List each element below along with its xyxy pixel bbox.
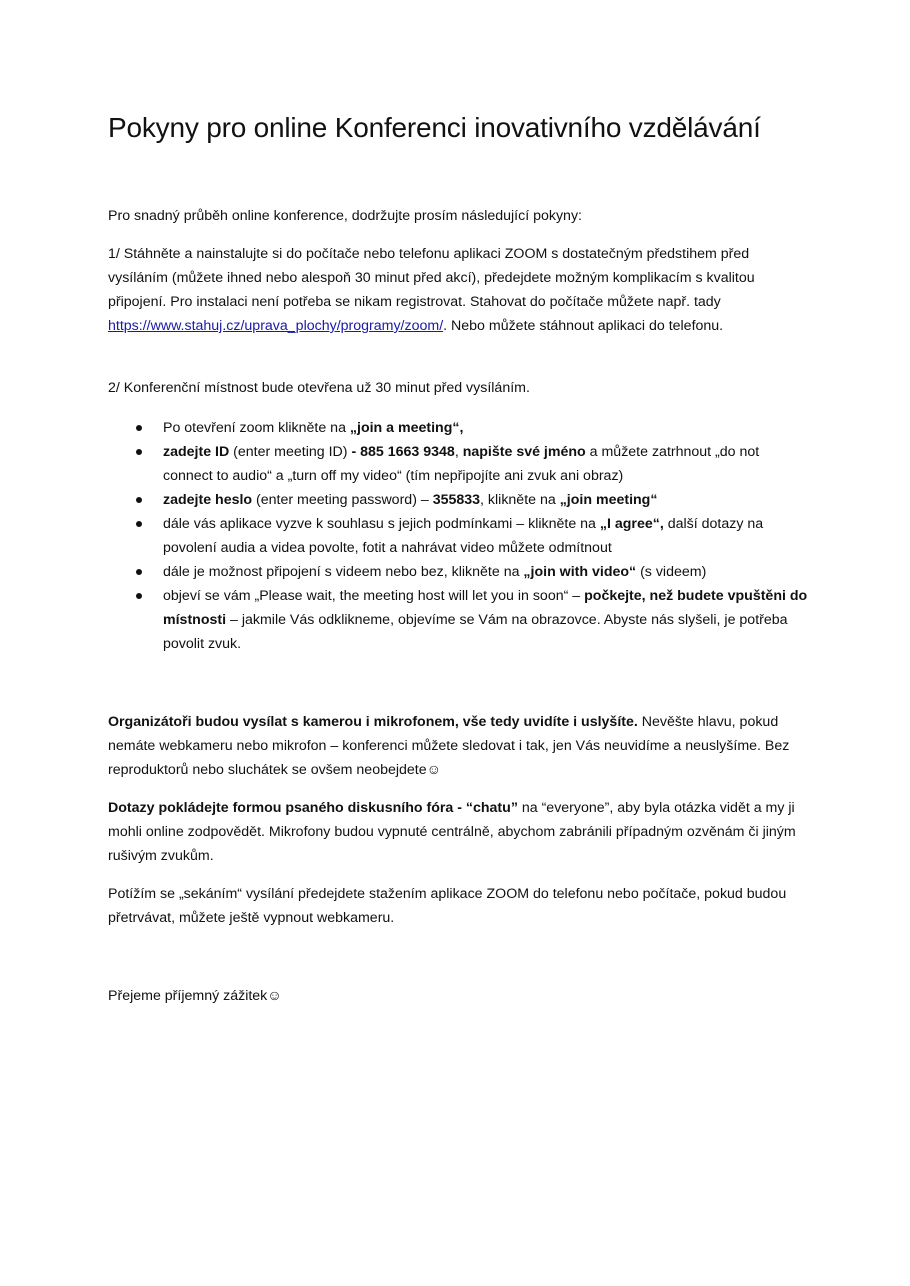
lag-paragraph: Potížím se „sekáním“ vysílání předejdete stažením aplikace ZOOM do telefonu nebo počítače, pokud budou přetrvávat, můžete ještě vypnout webkameru.: [108, 886, 787, 926]
list-item-text: Po otevření zoom klikněte na: [163, 420, 350, 436]
list-item-text: (enter meeting password) –: [252, 492, 433, 508]
list-item-text: – jakmile Vás odklikneme, objevíme se Vám na obrazovce. Abyste nás slyšeli, je potřeba povolit zvuk.: [163, 612, 788, 652]
step1-text-after: . Nebo můžete stáhnout aplikaci do telefonu.: [443, 318, 724, 334]
page-title: Pokyny pro online Konferenci inovativního vzdělávání: [108, 112, 761, 143]
step1-text: 1/ Stáhněte a nainstalujte si do počítače nebo telefonu aplikaci ZOOM s dostatečným předstihem před vysíláním (můžete ihned nebo alespoň 30 minut před akcí), předejdete možným komplikacím s kvalitou připojení. Pro instalaci není potřeba se nikam registrovat. Stahovat do počítače můžete např. tady: [108, 246, 755, 310]
instruction-list: [108, 416, 808, 656]
step1-paragraph: [108, 242, 808, 338]
bullet-icon: [136, 425, 142, 431]
list-item: [108, 488, 808, 512]
download-link[interactable]: https://www.stahuj.cz/uprava_plochy/programy/zoom/: [108, 318, 444, 334]
list-item: [108, 512, 808, 560]
chat-bold: Dotazy pokládejte formou psaného diskusního fóra - “chatu”: [108, 800, 518, 816]
bullet-icon: [136, 569, 142, 575]
list-item-text: (s videem): [636, 564, 707, 580]
list-item: [108, 560, 808, 584]
organizers-text: Nevěšte hlavu, pokud nemáte webkameru nebo mikrofon – konferenci můžete sledovat i tak, jen Vás neuvidíme a neuslyšíme. Bez reproduktorů nebo sluchátek se ovšem neobejdete☺: [108, 714, 790, 778]
chat-text: na “everyone”, aby byla otázka vidět a my ji mohli online zodpovědět. Mikrofony budou vypnuté centrálně, abychom zabránili případným ozvěnám či jiným rušivým zvukům.: [108, 800, 796, 864]
list-item-bold: „join a meeting“,: [349, 420, 464, 436]
list-item-text: další dotazy na povolení audia a videa povolte, fotit a nahrávat video můžete odmítnout: [163, 516, 764, 556]
step2-paragraph: 2/ Konferenční místnost bude otevřena už 30 minut před vysíláním.: [108, 380, 530, 396]
list-item-bold: napište své jméno: [462, 444, 586, 460]
list-item-bold: „join with video“: [523, 564, 637, 580]
list-item: [108, 440, 808, 488]
bullet-icon: [136, 521, 142, 527]
list-item: [108, 584, 808, 656]
list-item-bold: „I agree“,: [599, 516, 664, 532]
closing-line: Přejeme příjemný zážitek☺: [108, 988, 282, 1004]
list-item-text: objeví se vám „Please wait, the meeting host will let you in soon“ –: [163, 588, 585, 604]
list-item-bold: počkejte, než budete vpuštěni do místnosti: [163, 588, 808, 628]
list-item-text: dále vás aplikace vyzve k souhlasu s jejich podmínkami – klikněte na: [163, 516, 600, 532]
list-item-text: dále je možnost připojení s videem nebo bez, klikněte na: [163, 564, 524, 580]
list-item-bold: zadejte ID: [163, 444, 230, 460]
meeting-id: - 885 1663 9348: [351, 444, 455, 460]
meeting-password: 355833: [432, 492, 481, 508]
list-item-text: (enter meeting ID): [229, 444, 352, 460]
bullet-icon: [136, 497, 142, 503]
list-item-text: ,: [454, 444, 463, 460]
list-item-bold: „join meeting“: [559, 492, 658, 508]
bullet-icon: [136, 449, 142, 455]
intro-paragraph: Pro snadný průběh online konference, dodržujte prosím následující pokyny:: [108, 208, 582, 224]
organizers-bold: Organizátoři budou vysílat s kamerou i mikrofonem, vše tedy uvidíte i uslyšíte.: [108, 714, 638, 730]
list-item-bold: zadejte heslo: [163, 492, 253, 508]
bullet-icon: [136, 593, 142, 599]
list-item-text: a můžete zatrhnout „do not connect to audio“ a „turn off my video“ (tím nepřipojíte ani zvuk ani obraz): [163, 444, 760, 484]
organizers-paragraph: [108, 710, 808, 782]
list-item: [108, 416, 808, 440]
list-item-text: , klikněte na: [480, 492, 560, 508]
chat-paragraph: [108, 796, 808, 868]
